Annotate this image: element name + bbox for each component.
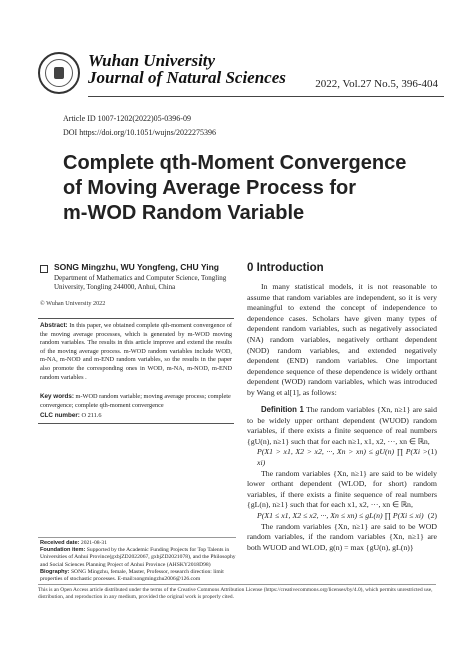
biography-label: Biography: <box>40 568 70 575</box>
introduction-paragraph: In many statistical models, it is not reasonable to assume that random variables are independent, so it is very meaningful to extend the concept of independence to dependence cases. Scholars have given many types of dependent random variables, such as negatively associated (NA) random variables, negatively orthant dependent (NOD) random variables, and extended negatively dependent (END) random variables. One important dependence sequence of these dependence is widely orthant dependent (WOD) random variables, which was introduced by Wang et al[1], as follows: <box>247 282 437 397</box>
equation-2-body: P(X1 ≤ x1, X2 ≤ x2, ···, Xn ≤ xn) ≤ gL(n) ∏ P(Xi ≤ xi) <box>257 510 424 520</box>
journal-name-line1: Wuhan University <box>88 51 216 70</box>
definition-label: Definition 1 <box>261 405 304 414</box>
keywords <box>40 393 232 410</box>
abstract-body: In this paper, we obtained complete qth-moment convergence of the moving average processes, which is generated by m-WOD moving random variables. The results in this article improve and extend the results of the moving average process. m-WOD random variables include WOD, m-NA, m-NOD and m-END random variables, so the results in the paper also promote the corresponding ones in WOD, m-NA, m-NOD, m-END random variables . <box>40 322 232 381</box>
footnote <box>40 540 236 583</box>
title-line-3: m-WOD Random Variable <box>63 202 305 224</box>
received-label: Received date: <box>40 540 80 546</box>
received-value: 2021-08-31 <box>80 540 107 546</box>
equation-1-body: P(X1 > x1, X2 > x2, ···, Xn > xn) ≤ gU(n) ∏ P(Xi > xi) <box>257 447 428 467</box>
definition-text-2: The random variables {Xn, n≥1} are said to be widely lower orthant dependent (WLOD, for short) random variables, if there exists a finite sequence of real numbers {gL(n), n≥1} such that for each x1, x2, ···, xn ∈ ℝn, <box>247 468 437 510</box>
keywords-label: Key words: <box>40 393 74 400</box>
biography <box>40 569 236 583</box>
abstract <box>40 322 232 382</box>
keywords-body: m-WOD random variable; moving average process; complete convergence; complete qth-moment convergence <box>40 393 231 409</box>
author-marker-icon <box>40 265 48 273</box>
clc-number <box>40 412 232 419</box>
foundation-value: Supported by the Academic Funding Projects for Top Talents in Universities of Anhui Province(gxbjZD2022067, gxbjZD2021078), and the Philosophy and Social Sciences Planning Project of Anhui Province (AHSKY2018D98) <box>40 547 236 568</box>
paper-title <box>63 151 423 226</box>
abstract-label: Abstract: <box>40 322 68 329</box>
author-names: SONG Mingzhu, WU Yongfeng, CHU Ying <box>54 262 219 272</box>
foundation-item <box>40 547 236 569</box>
journal-citation: 2022, Vol.27 No.5, 396-404 <box>315 78 438 90</box>
equation-1 <box>247 447 437 468</box>
title-line-2: of Moving Average Process for <box>63 177 357 199</box>
article-id: Article ID 1007-1202(2022)05-0396-09 <box>63 114 191 123</box>
definition-text-1: The random variables {Xn, n≥1} are said to be widely upper orthant dependent (WUOD) random variables, if there exists a finite sequence of real numbers {gU(n), n≥1} such that for each n≥1, x1, x2, ···, xn ∈ ℝn, <box>247 405 437 446</box>
definition-block <box>247 405 437 553</box>
definition-text-3: The random variables {Xn, n≥1} are said to be WOD random variables, if the random variables {Xn, n≥1} are both WUOD and WLOD, g(n) = max {gU(n), gL(n)} <box>247 521 437 552</box>
journal-name-line2: Journal of Natural Sciences <box>88 68 286 87</box>
affiliation-line-2: University, Tongling 244000, Anhui, China <box>54 283 176 291</box>
footnote-divider <box>38 537 236 538</box>
definition-1 <box>247 405 437 447</box>
university-logo <box>38 52 80 94</box>
header-divider <box>88 96 444 97</box>
biography-value: SONG Mingzhu, female, Master, Professor, research direction: limit properties of stochastic processes. E-mail:songmingzhu2006@126.com <box>40 568 224 583</box>
clc-value: O 211.6 <box>81 412 102 419</box>
foundation-label: Foundation item: <box>40 547 86 554</box>
license-divider <box>38 584 436 585</box>
affiliation-line-1: Department of Mathematics and Computer Science, Tongling <box>54 274 227 282</box>
introduction-heading: 0 Introduction <box>247 262 324 274</box>
license-text: This is an Open Access article distributed under the terms of the Creative Commons Attribution License (https://creativecommons.org/licenses/by/4.0), which permits unrestricted use, distribution, and reproduction in any medium, provided the original work is properly cited. <box>38 587 433 601</box>
copyright: © Wuhan University 2022 <box>40 300 106 307</box>
equation-2 <box>247 511 437 522</box>
title-line-1: Complete qth-Moment Convergence <box>63 152 407 174</box>
equation-2-number: (2) <box>427 510 437 520</box>
clc-label: CLC number: <box>40 412 80 419</box>
equation-1-number: (1) <box>427 447 437 457</box>
doi-link[interactable]: DOI https://doi.org/10.1051/wujns/2022275396 <box>63 128 216 137</box>
